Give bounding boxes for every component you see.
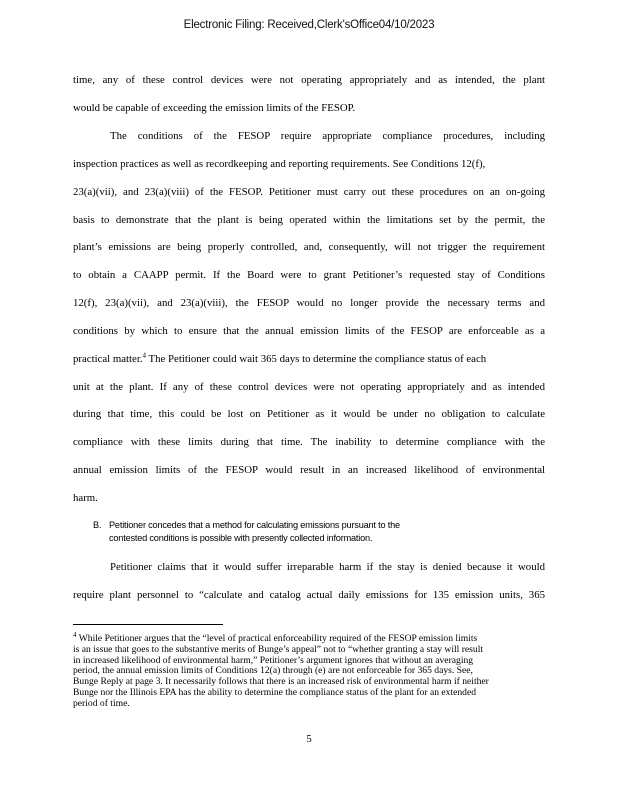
text-line: The conditions of the FESOP require appropriate compliance procedures, including — [110, 130, 545, 142]
text-segment: The Petitioner could wait 365 days to determine the compliance status of each — [146, 353, 487, 365]
footnote-line: is an issue that goes to the substantive merits of Bunge’s appeal” not to “whether granting a stay will result — [73, 644, 484, 655]
section-heading — [93, 519, 400, 531]
section-number: B. — [93, 520, 102, 530]
footnote-marker: 4 — [73, 630, 77, 639]
text-line: would be capable of exceeding the emission limits of the FESOP. — [73, 102, 356, 114]
filing-stamp: Electronic Filing: Received,Clerk'sOffice04/10/2023 — [183, 19, 435, 31]
page-number: 5 — [306, 733, 312, 745]
text-line: plant’s emissions are being properly controlled, and, consequently, will not trigger the requirement — [73, 241, 545, 253]
text-line: 23(a)(vii), and 23(a)(viii) of the FESOP. Petitioner must carry out these procedures on an on-going — [73, 186, 545, 198]
footnote-line: period, the annual emission limits of Conditions 12(a) through (e) are not enforceable for 365 days. See, — [73, 665, 473, 676]
text-line: compliance with these limits during that time. The inability to determine compliance with the — [73, 436, 545, 448]
footnote-line: in increased likelihood of environmental harm,” Petitioner’s argument ignores that without an averaging — [73, 655, 474, 666]
text-line: annual emission limits of the FESOP would result in an increased likelihood of environmental — [73, 464, 545, 476]
text-line: unit at the plant. If any of these control devices were not operating appropriately and as intended — [73, 381, 545, 393]
footnote-reference: 4 — [142, 351, 147, 360]
footnote-line: period of time. — [73, 698, 130, 709]
footnote-text: While Petitioner argues that the “level of practical enforceability required of the FESOP emission limits — [76, 633, 478, 644]
text-line: to obtain a CAAPP permit. If the Board were to grant Petitioner’s requested stay of Conditions — [73, 269, 545, 281]
text-line: conditions by which to ensure that the annual emission limits of the FESOP are enforceable as a — [73, 325, 545, 337]
footnote-separator — [73, 624, 223, 625]
footnote-line: Bunge nor the Illinois EPA has the ability to determine the compliance status of the plant for an extended — [73, 687, 477, 698]
text-line: basis to demonstrate that the plant is being operated within the limitations set by the permit, the — [73, 214, 545, 226]
text-segment: practical matter. — [73, 353, 143, 365]
footnote-line: Bunge Reply at page 3. It necessarily follows that there is an increased risk of environmental harm if neither — [73, 676, 489, 687]
section-heading-line: contested conditions is possible with presently collected information. — [109, 533, 373, 543]
text-line: require plant personnel to “calculate and catalog actual daily emissions for 135 emission units, 365 — [73, 589, 545, 601]
section-heading-line: Petitioner concedes that a method for calculating emissions pursuant to the — [109, 520, 400, 530]
text-line: inspection practices as well as recordkeeping and reporting requirements. See Conditions 12(f), — [73, 158, 486, 170]
text-line: Petitioner claims that it would suffer irreparable harm if the stay is denied because it would — [110, 561, 545, 573]
text-line: harm. — [73, 492, 98, 504]
text-line-with-footnote — [73, 352, 545, 366]
text-line: time, any of these control devices were not operating appropriately and as intended, the plant — [73, 74, 545, 86]
text-line: 12(f), 23(a)(vii), and 23(a)(viii), the FESOP would no longer provide the necessary terms and — [73, 297, 545, 309]
text-line: during that time, this could be lost on Petitioner as it would be under no obligation to calculate — [73, 408, 545, 420]
